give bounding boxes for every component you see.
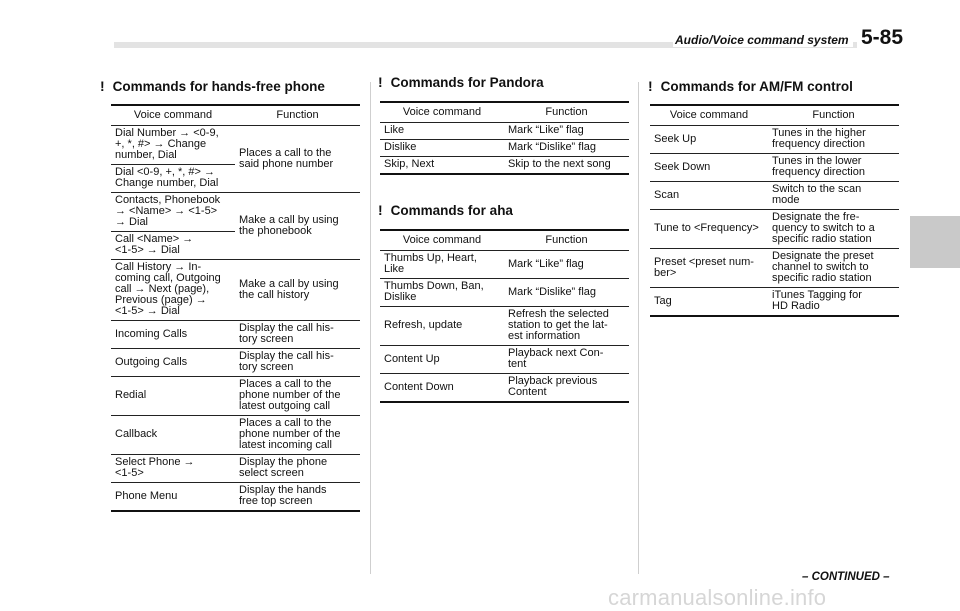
continued-note: – CONTINUED –: [802, 571, 890, 583]
column-divider-right: [638, 82, 639, 574]
voice-command-cell: Content Up: [380, 346, 504, 374]
table-row: [380, 346, 629, 374]
function-cell: iTunes Tagging for HD Radio: [768, 288, 899, 317]
section-heading-handsfree: [100, 78, 325, 94]
function-cell: Display the call his- tory screen: [235, 321, 360, 349]
table-row: [380, 307, 629, 346]
column-header-voice-command: Voice command: [650, 105, 768, 126]
section-heading-aha: [378, 202, 513, 218]
table-row: [111, 349, 360, 377]
voice-command-cell: Redial: [111, 377, 235, 416]
voice-command-cell: Scan: [650, 182, 768, 210]
voice-command-cell: Callback: [111, 416, 235, 455]
table-row: [111, 193, 360, 232]
function-cell: Places a call to the phone number of the latest outgoing call: [235, 377, 360, 416]
caution-marker-icon: !: [100, 78, 105, 94]
voice-command-cell: Tune to <Frequency>: [650, 210, 768, 249]
voice-command-cell: Call <Name> → <1-5> → Dial: [111, 232, 235, 260]
caution-marker-icon: !: [648, 78, 653, 94]
voice-command-cell: Dial <0-9, +, *, #> → Change number, Dial: [111, 165, 235, 193]
function-cell: Switch to the scan mode: [768, 182, 899, 210]
voice-command-cell: Select Phone → <1-5>: [111, 455, 235, 483]
function-cell: Mark “Dislike” flag: [504, 140, 629, 157]
table-row: [380, 157, 629, 175]
voice-command-cell: Seek Up: [650, 126, 768, 154]
function-cell: Designate the fre- quency to switch to a specific radio station: [768, 210, 899, 249]
column-header-function: Function: [504, 230, 629, 251]
column-divider-left: [370, 82, 371, 574]
voice-command-cell: Content Down: [380, 374, 504, 403]
column-header-voice-command: Voice command: [380, 230, 504, 251]
table-row: [111, 260, 360, 321]
function-cell: Tunes in the lower frequency direction: [768, 154, 899, 182]
function-cell: Display the hands free top screen: [235, 483, 360, 512]
voice-command-cell: Dial Number → <0-9, +, *, #> → Change number, Dial: [111, 126, 235, 165]
section-title: Commands for hands-free phone: [112, 79, 325, 94]
running-header-title: Audio/Voice command system: [673, 33, 853, 47]
section-heading-pandora: [378, 74, 544, 90]
voice-command-cell: Tag: [650, 288, 768, 317]
table-row: [650, 249, 899, 288]
column-header-function: Function: [768, 105, 899, 126]
function-cell: Playback previous Content: [504, 374, 629, 403]
function-cell: Mark “Dislike” flag: [504, 279, 629, 307]
chapter-thumb-tab: [910, 216, 960, 268]
function-cell: Make a call by using the call history: [235, 260, 360, 321]
function-cell: Mark “Like” flag: [504, 251, 629, 279]
table-row: [380, 140, 629, 157]
page-number: 5-85: [857, 26, 903, 50]
column-header-function: Function: [235, 105, 360, 126]
function-cell: Tunes in the higher frequency direction: [768, 126, 899, 154]
table-row: [650, 126, 899, 154]
table-row: [380, 279, 629, 307]
function-cell: Places a call to the phone number of the latest incoming call: [235, 416, 360, 455]
voice-command-cell: Dislike: [380, 140, 504, 157]
function-cell: Display the call his- tory screen: [235, 349, 360, 377]
caution-marker-icon: !: [378, 74, 383, 90]
function-cell: Designate the preset channel to switch to specific radio station: [768, 249, 899, 288]
table-row: [111, 321, 360, 349]
table-row: [111, 416, 360, 455]
voice-command-cell: Call History → In- coming call, Outgoing call → Next (page), Previous (page) → <1-5> → Dial: [111, 260, 235, 321]
voice-command-cell: Like: [380, 123, 504, 140]
table-row: [111, 126, 360, 165]
pandora-command-table: [380, 101, 629, 175]
function-cell: Playback next Con- tent: [504, 346, 629, 374]
function-cell: Display the phone select screen: [235, 455, 360, 483]
voice-command-cell: Contacts, Phonebook → <Name> → <1-5> → Dial: [111, 193, 235, 232]
table-row: [650, 154, 899, 182]
table-row: [380, 251, 629, 279]
voice-command-cell: Skip, Next: [380, 157, 504, 175]
table-row: [111, 455, 360, 483]
voice-command-cell: Seek Down: [650, 154, 768, 182]
function-cell: Places a call to the said phone number: [235, 126, 360, 193]
voice-command-cell: Incoming Calls: [111, 321, 235, 349]
function-cell: Mark “Like” flag: [504, 123, 629, 140]
section-title: Commands for aha: [390, 203, 513, 218]
section-title: Commands for AM/FM control: [660, 79, 853, 94]
table-row: [380, 374, 629, 403]
table-row: [650, 182, 899, 210]
aha-command-table: [380, 229, 629, 403]
voice-command-cell: Phone Menu: [111, 483, 235, 512]
function-cell: Refresh the selected station to get the lat- est information: [504, 307, 629, 346]
section-heading-amfm: [648, 78, 853, 94]
handsfree-command-table: [111, 104, 360, 512]
table-row: [650, 210, 899, 249]
voice-command-cell: Refresh, update: [380, 307, 504, 346]
amfm-command-table: [650, 104, 899, 317]
watermark: carmanualsonline.info: [608, 585, 827, 610]
table-row: [650, 288, 899, 317]
voice-command-cell: Outgoing Calls: [111, 349, 235, 377]
function-cell: Make a call by using the phonebook: [235, 193, 360, 260]
caution-marker-icon: !: [378, 202, 383, 218]
function-cell: Skip to the next song: [504, 157, 629, 175]
table-row: [111, 377, 360, 416]
section-title: Commands for Pandora: [390, 75, 544, 90]
table-row: [380, 123, 629, 140]
voice-command-cell: Thumbs Up, Heart, Like: [380, 251, 504, 279]
voice-command-cell: Preset <preset num- ber>: [650, 249, 768, 288]
voice-command-cell: Thumbs Down, Ban, Dislike: [380, 279, 504, 307]
table-row: [111, 483, 360, 512]
column-header-function: Function: [504, 102, 629, 123]
column-header-voice-command: Voice command: [380, 102, 504, 123]
column-header-voice-command: Voice command: [111, 105, 235, 126]
